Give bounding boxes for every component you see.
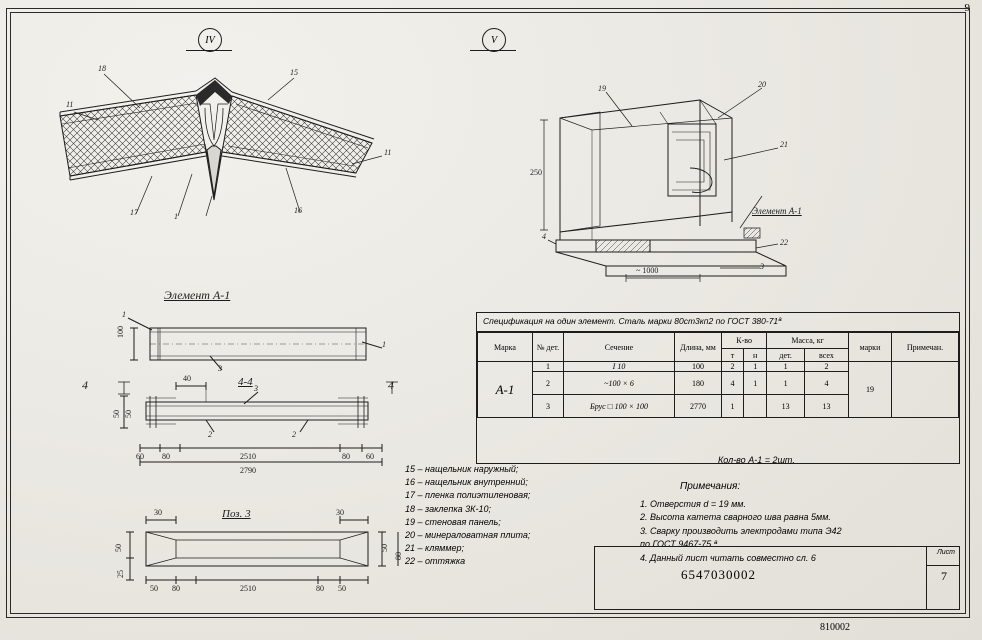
callout-18: 18 bbox=[98, 64, 106, 73]
callout-3-elem-a: 3 bbox=[218, 364, 222, 373]
view-4-4-label: 4-4 bbox=[238, 376, 253, 388]
spec-cell-t: 1 bbox=[722, 395, 744, 418]
spec-cell-n: 1 bbox=[744, 372, 767, 395]
spec-cell-det: 1 bbox=[767, 372, 805, 395]
spec-cell-n: 1 bbox=[744, 362, 767, 372]
dim-80-left: 80 bbox=[162, 452, 170, 461]
spec-total-note: Кол-во А-1 = 2шт. bbox=[718, 455, 795, 465]
callout-11-right: 11 bbox=[384, 148, 392, 157]
dim-100-elem: 100 bbox=[116, 326, 125, 338]
dim-2790: 2790 bbox=[240, 466, 256, 475]
dim-2510-pos3: 2510 bbox=[240, 584, 256, 593]
dim-250: 250 bbox=[530, 168, 542, 177]
spec-header-dlina: Длина, мм bbox=[675, 333, 722, 362]
spec-header-vseh: всех bbox=[804, 349, 848, 362]
callout-1-node: 1 bbox=[174, 212, 178, 221]
node-v-label: V bbox=[490, 34, 498, 46]
callout-20: 20 bbox=[758, 80, 766, 89]
callout-2-elem-a: 2 bbox=[208, 430, 212, 439]
spec-cell-no: 3 bbox=[533, 395, 564, 418]
spec-header-kvo: К-во bbox=[722, 333, 767, 349]
spec-cell-t: 2 bbox=[722, 362, 744, 372]
callout-1-elem-left: 1 bbox=[122, 310, 126, 319]
table-row bbox=[478, 362, 959, 372]
spec-cell-length: 180 bbox=[675, 372, 722, 395]
page-number: 9 bbox=[964, 2, 970, 14]
callout-19: 19 bbox=[598, 84, 606, 93]
list-item: 22 – оттяжка bbox=[405, 556, 466, 567]
spec-cell-section: Брус □ 100 × 100 bbox=[564, 395, 675, 418]
list-item: 20 – минераловатная плита; bbox=[405, 530, 531, 541]
notes-title: Примечания: bbox=[680, 481, 741, 492]
note-item: по ГОСТ 9467-75.ª bbox=[640, 539, 718, 549]
specification-table bbox=[476, 312, 960, 464]
callout-22: 22 bbox=[780, 238, 788, 247]
dim-50-pos3-left: 50 bbox=[114, 544, 123, 552]
callout-21: 21 bbox=[780, 140, 788, 149]
legend-list bbox=[405, 463, 530, 569]
spec-cell-note bbox=[892, 362, 959, 418]
list-item: 15 – нащельник наружный; bbox=[405, 464, 519, 474]
callout-16: 16 bbox=[294, 206, 302, 215]
spec-header-n: н bbox=[744, 349, 767, 362]
section-mark-left: 4 bbox=[82, 378, 88, 392]
dim-50-pos3-bl: 50 bbox=[150, 584, 158, 593]
list-item: 18 – заклепка 3К-10; bbox=[405, 503, 491, 514]
spec-cell-length: 100 bbox=[675, 362, 722, 372]
spec-header-marki: марки bbox=[849, 333, 892, 362]
note-item: 4. Данный лист читать совместно сл. 6 bbox=[640, 552, 816, 563]
node-v-underline bbox=[470, 50, 516, 51]
drawing-code: 6547030002 bbox=[681, 567, 756, 582]
spec-caption: Спецификация на один элемент. Сталь марки 80ст3кп2 по ГОСТ 380-71ª bbox=[483, 316, 782, 326]
dim-2510: 2510 bbox=[240, 452, 256, 461]
note-item: 2. Высота катета сварного шва равна 5мм. bbox=[640, 512, 831, 522]
callout-2-elem-b: 2 bbox=[292, 430, 296, 439]
spec-header-det: дет. bbox=[767, 349, 805, 362]
spec-cell-marki: 19 bbox=[849, 362, 892, 418]
element-a1-title-right: Элемент А-1 bbox=[752, 206, 802, 216]
dim-1000: ~ 1000 bbox=[636, 266, 659, 275]
spec-mark-cell: А-1 bbox=[478, 362, 533, 418]
list-item: 16 – нащельник внутренний; bbox=[405, 477, 528, 488]
spec-cell-section: ~100 × 6 bbox=[564, 372, 675, 395]
callout-1-elem-right: 1 bbox=[382, 340, 386, 349]
spec-header-t: т bbox=[722, 349, 744, 362]
bottom-code: 810002 bbox=[820, 622, 850, 633]
section-mark-right: 4 bbox=[388, 378, 394, 392]
spec-header-nodet: № дет. bbox=[533, 333, 564, 362]
spec-cell-no: 1 bbox=[533, 362, 564, 372]
spec-cell-no: 2 bbox=[533, 372, 564, 395]
dim-60-left: 60 bbox=[136, 452, 144, 461]
element-a1-title: Элемент А-1 bbox=[164, 288, 231, 302]
dim-80-pos3-br: 80 bbox=[316, 584, 324, 593]
dim-40: 40 bbox=[183, 374, 191, 383]
spec-cell-n bbox=[744, 395, 767, 418]
spec-cell-length: 2770 bbox=[675, 395, 722, 418]
spec-cell-det: 13 bbox=[767, 395, 805, 418]
dim-80-right: 80 bbox=[342, 452, 350, 461]
dim-80-pos3-bl: 80 bbox=[172, 584, 180, 593]
dim-25-pos3: 25 bbox=[116, 570, 125, 578]
node-v-marker bbox=[482, 28, 506, 52]
spec-cell-det: 1 bbox=[767, 362, 805, 372]
callout-4: 4 bbox=[542, 232, 546, 241]
list-number: 7 bbox=[941, 569, 947, 583]
spec-cell-section: I 10 bbox=[564, 362, 675, 372]
callout-17: 17 bbox=[130, 208, 138, 217]
dim-50-b: 50 bbox=[124, 410, 133, 418]
dim-50-pos3-br: 50 bbox=[338, 584, 346, 593]
dim-30-right: 30 bbox=[336, 508, 344, 517]
spec-header-marka: Марка bbox=[478, 333, 533, 362]
dim-50-pos3-right: 50 bbox=[380, 544, 389, 552]
spec-cell-vseh: 13 bbox=[804, 395, 848, 418]
list-item: 17 – пленка полиэтиленовая; bbox=[405, 490, 531, 501]
dim-80-pos3-side: 80 bbox=[394, 552, 403, 560]
poz3-title: Поз. 3 bbox=[222, 508, 251, 520]
spec-header-sechenie: Сечение bbox=[564, 333, 675, 362]
note-item: 3. Сварку производить электродами типа Э42 bbox=[640, 525, 842, 536]
callout-3-nodev: 3 bbox=[760, 262, 764, 271]
spec-header-massa: Масса, кг bbox=[767, 333, 849, 349]
list-item: 21 – кляммер; bbox=[405, 543, 465, 554]
note-item: 1. Отверстия d = 19 мм. bbox=[640, 498, 746, 509]
list-item: 19 – стеновая панель; bbox=[405, 516, 501, 527]
callout-15: 15 bbox=[290, 68, 298, 77]
title-block bbox=[594, 546, 960, 610]
dim-60-right: 60 bbox=[366, 452, 374, 461]
node-iv-label: IV bbox=[205, 34, 215, 46]
spec-cell-vseh: 4 bbox=[804, 372, 848, 395]
callout-11-left: 11 bbox=[66, 100, 74, 109]
list-label: Лист bbox=[936, 549, 955, 556]
spec-header-primechan: Примечан. bbox=[892, 333, 959, 362]
callout-3-elem-b: 3 bbox=[254, 384, 258, 393]
dim-50-a: 50 bbox=[112, 410, 121, 418]
spec-cell-vseh: 2 bbox=[804, 362, 848, 372]
dim-30-left: 30 bbox=[154, 508, 162, 517]
spec-cell-t: 4 bbox=[722, 372, 744, 395]
